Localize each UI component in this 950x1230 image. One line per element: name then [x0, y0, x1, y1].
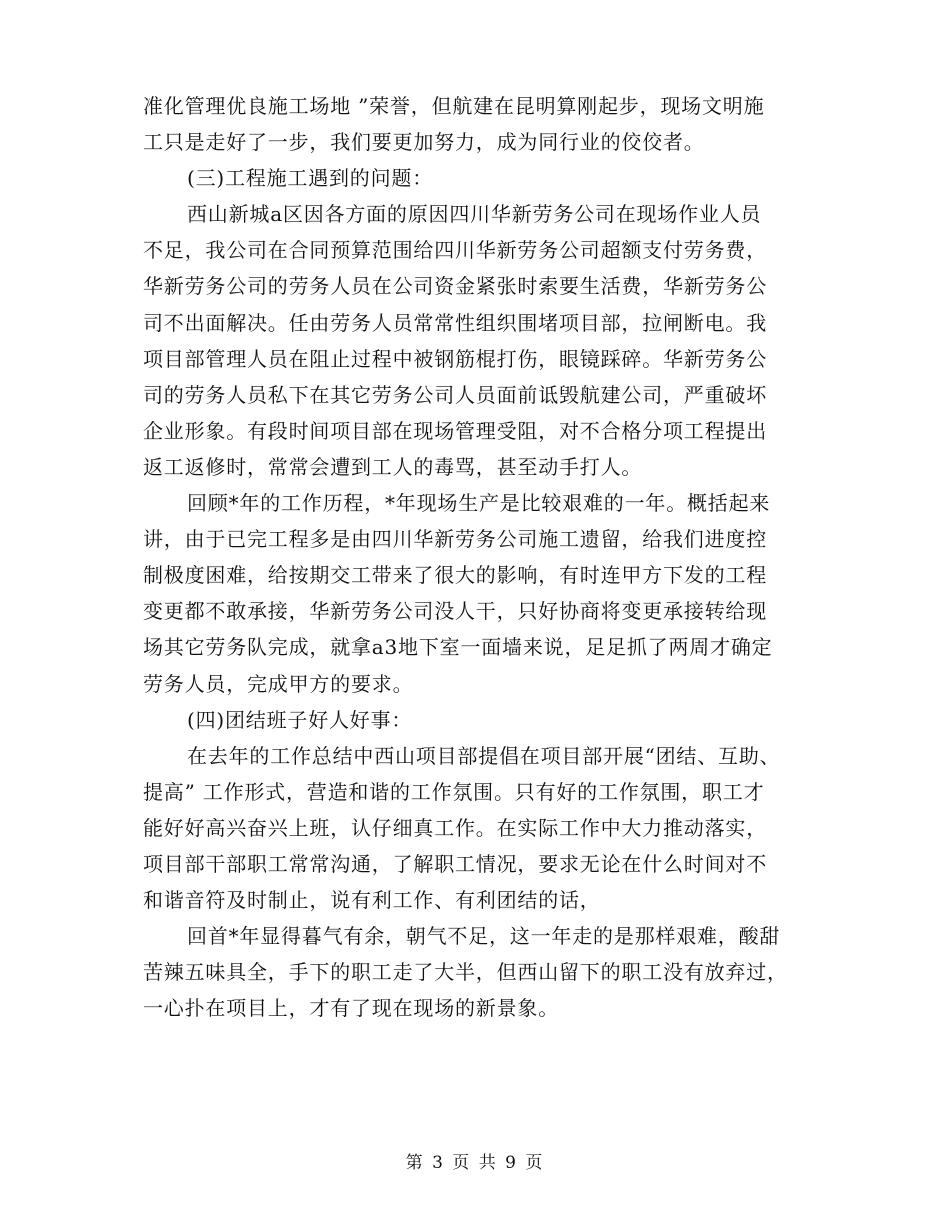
text-line: (三)工程施工遇到的问题：	[187, 166, 434, 191]
text-line: 场其它劳务队完成，就拿a3地下室一面墙来说，足足抓了两周才确定	[143, 635, 773, 660]
text-line: 苦辣五味具全，手下的职工走了大半，但西山留下的职工没有放弃过，	[143, 960, 788, 985]
text-line: 劳务人员，完成甲方的要求。	[143, 671, 414, 696]
text-line: 司不出面解决。任由劳务人员常常性组织围堵项目部，拉闸断电。我	[143, 310, 767, 335]
text-line: 返工返修时，常常会遭到工人的毒骂，甚至动手打人。	[143, 454, 643, 479]
text-line: 企业形象。有段时间项目部在现场管理受阻，对不合格分项工程提出	[143, 418, 767, 443]
text-line: 提高” 工作形式，营造和谐的工作氛围。只有好的工作氛围，职工才	[143, 779, 765, 804]
text-line: 华新劳务公司的劳务人员在公司资金紧张时索要生活费，华新劳务公	[143, 274, 767, 299]
text-line: 一心扑在项目上，才有了现在现场的新景象。	[143, 996, 559, 1021]
text-line: 准化管理优良施工场地 ”荣誉，但航建在昆明算刚起步，现场文明施	[143, 94, 765, 118]
text-line: (四)团结班子好人好事：	[187, 707, 413, 732]
text-line: 工只是走好了一步，我们要更加努力，成为同行业的佼佼者。	[143, 130, 705, 155]
text-line: 回首*年显得暮气有余，朝气不足，这一年走的是那样艰难，酸甜	[187, 924, 781, 949]
text-line: 项目部管理人员在阻止过程中被钢筋棍打伤，眼镜踩碎。华新劳务公	[143, 346, 767, 371]
document-body	[143, 88, 803, 1026]
text-line: 回顾*年的工作历程，*年现场生产是比较艰难的一年。概括起来	[187, 491, 771, 516]
text-line: 能好好高兴奋兴上班，认仔细真工作。在实际工作中大力推动落实，	[143, 815, 767, 840]
text-line: 和谐音符及时制止，说有利工作、有利团结的话，	[143, 888, 601, 913]
page-footer: 第 3 页 共 9 页	[405, 1153, 545, 1173]
text-line: 不足，我公司在合同预算范围给四川华新劳务公司超额支付劳务费，	[143, 238, 767, 263]
text-line: 讲，由于已完工程多是由四川华新劳务公司施工遗留，给我们进度控	[143, 527, 767, 552]
text-line: 在去年的工作总结中西山项目部提倡在项目部开展“团结、互助、	[187, 743, 781, 768]
text-line: 项目部干部职工常常沟通，了解职工情况，要求无论在什么时间对不	[143, 851, 767, 876]
text-line: 西山新城a区因各方面的原因四川华新劳务公司在现场作业人员	[187, 202, 762, 227]
text-line: 制极度困难，给按期交工带来了很大的影响，有时连甲方下发的工程	[143, 563, 767, 588]
text-line: 变更都不敢承接，华新劳务公司没人干，只好协商将变更承接转给现	[143, 599, 767, 624]
text-line: 司的劳务人员私下在其它劳务公司人员面前诋毁航建公司，严重破坏	[143, 382, 767, 407]
